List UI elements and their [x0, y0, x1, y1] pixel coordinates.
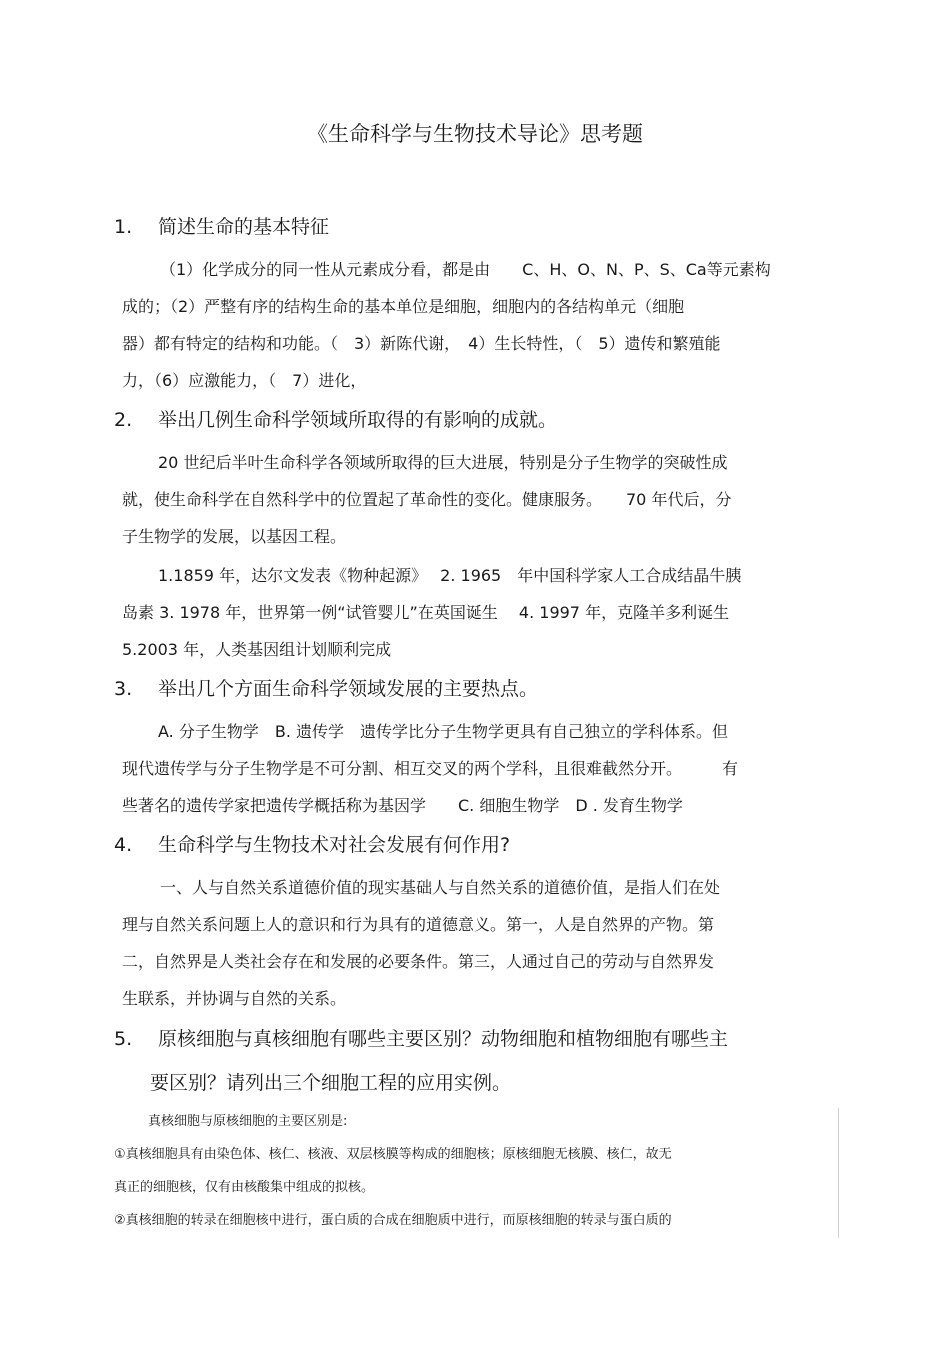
question-4-heading: [114, 830, 510, 857]
page-title: 《生命科学与生物技术导论》思考题: [307, 122, 643, 146]
paragraph-line: 20 世纪后半叶生命科学各领域所取得的巨大进展，特别是分子生物学的突破性成: [158, 453, 728, 472]
paragraph-line: 理与自然关系问题上人的意识和行为具有的道德意义。第一，人是自然界的产物。第: [122, 915, 715, 934]
question-number: 2.: [114, 409, 133, 431]
question-3-heading: [114, 674, 538, 701]
answer-line: ①真核细胞具有由染色体、核仁、核液、双层核膜等构成的细胞核；原核细胞无核膜、核仁，故无: [114, 1147, 672, 1162]
question-2-heading: [114, 405, 557, 432]
answer-line: 真核细胞与原核细胞的主要区别是:: [148, 1114, 348, 1129]
paragraph-line: 就，使生命科学在自然科学中的位置起了革命性的变化。健康服务。 70 年代后，分: [122, 490, 732, 509]
paragraph-line: 器）都有特定的结构和功能。（ 3）新陈代谢， 4）生长特性，（ 5）遗传和繁殖能: [122, 334, 721, 353]
paragraph-line: A. 分子生物学 B. 遗传学 遗传学比分子生物学更具有自己独立的学科体系。但: [158, 722, 728, 741]
paragraph-line: 5.2003 年，人类基因组计划顺利完成: [122, 640, 392, 659]
question-1-heading: [114, 212, 329, 239]
question-title: 原核细胞与真核细胞有哪些主要区别？动物细胞和植物细胞有哪些主: [158, 1028, 729, 1050]
paragraph-line: 岛素 3. 1978 年，世界第一例“试管婴儿”在英国诞生 4. 1997 年，克隆羊多利诞生: [122, 603, 730, 622]
paragraph-line: 二，自然界是人类社会存在和发展的必要条件。第三，人通过自己的劳动与自然界发: [122, 952, 715, 971]
question-number: 3.: [114, 678, 133, 700]
margin-rule: [838, 1108, 839, 1238]
question-title: 生命科学与生物技术对社会发展有何作用?: [158, 834, 511, 856]
paragraph-line: 现代遗传学与分子生物学是不可分割、相互交叉的两个学科，且很难截然分开。 有: [122, 759, 739, 778]
paragraph-line: （1）化学成分的同一性从元素成分看，都是由 C、H、O、N、P、S、Ca等元素构: [160, 260, 771, 279]
paragraph-line: 成的；（2）严整有序的结构生命的基本单位是细胞，细胞内的各结构单元（细胞: [122, 297, 685, 316]
paragraph-line: 些著名的遗传学家把遗传学概括称为基因学 C. 细胞生物学 D . 发育生物学: [122, 796, 683, 815]
question-title: 简述生命的基本特征: [158, 216, 330, 238]
answer-line: ②真核细胞的转录在细胞核中进行，蛋白质的合成在细胞质中进行，而原核细胞的转录与蛋白质的: [114, 1213, 672, 1228]
question-number: 1.: [114, 216, 133, 238]
paragraph-line: 生联系，并协调与自然的关系。: [122, 989, 347, 1008]
question-5-heading-continued: 要区别？请列出三个细胞工程的应用实例。: [150, 1072, 512, 1094]
question-title: 举出几例生命科学领域所取得的有影响的成就。: [158, 409, 558, 431]
paragraph-line: 一、人与自然关系道德价值的现实基础人与自然关系的道德价值，是指人们在处: [160, 878, 721, 897]
paragraph-line: 力，（6）应激能力，（ 7）进化，: [122, 371, 367, 390]
question-5-heading: [114, 1024, 728, 1051]
question-number: 5.: [114, 1028, 133, 1050]
question-number: 4.: [114, 834, 133, 856]
paragraph-line: 子生物学的发展，以基因工程。: [122, 527, 347, 546]
question-title: 举出几个方面生命科学领域发展的主要热点。: [158, 678, 539, 700]
answer-line: 真正的细胞核，仅有由核酸集中组成的拟核。: [114, 1180, 375, 1195]
paragraph-line: 1.1859 年，达尔文发表《物种起源》 2. 1965 年中国科学家人工合成结晶牛胰: [158, 566, 742, 585]
